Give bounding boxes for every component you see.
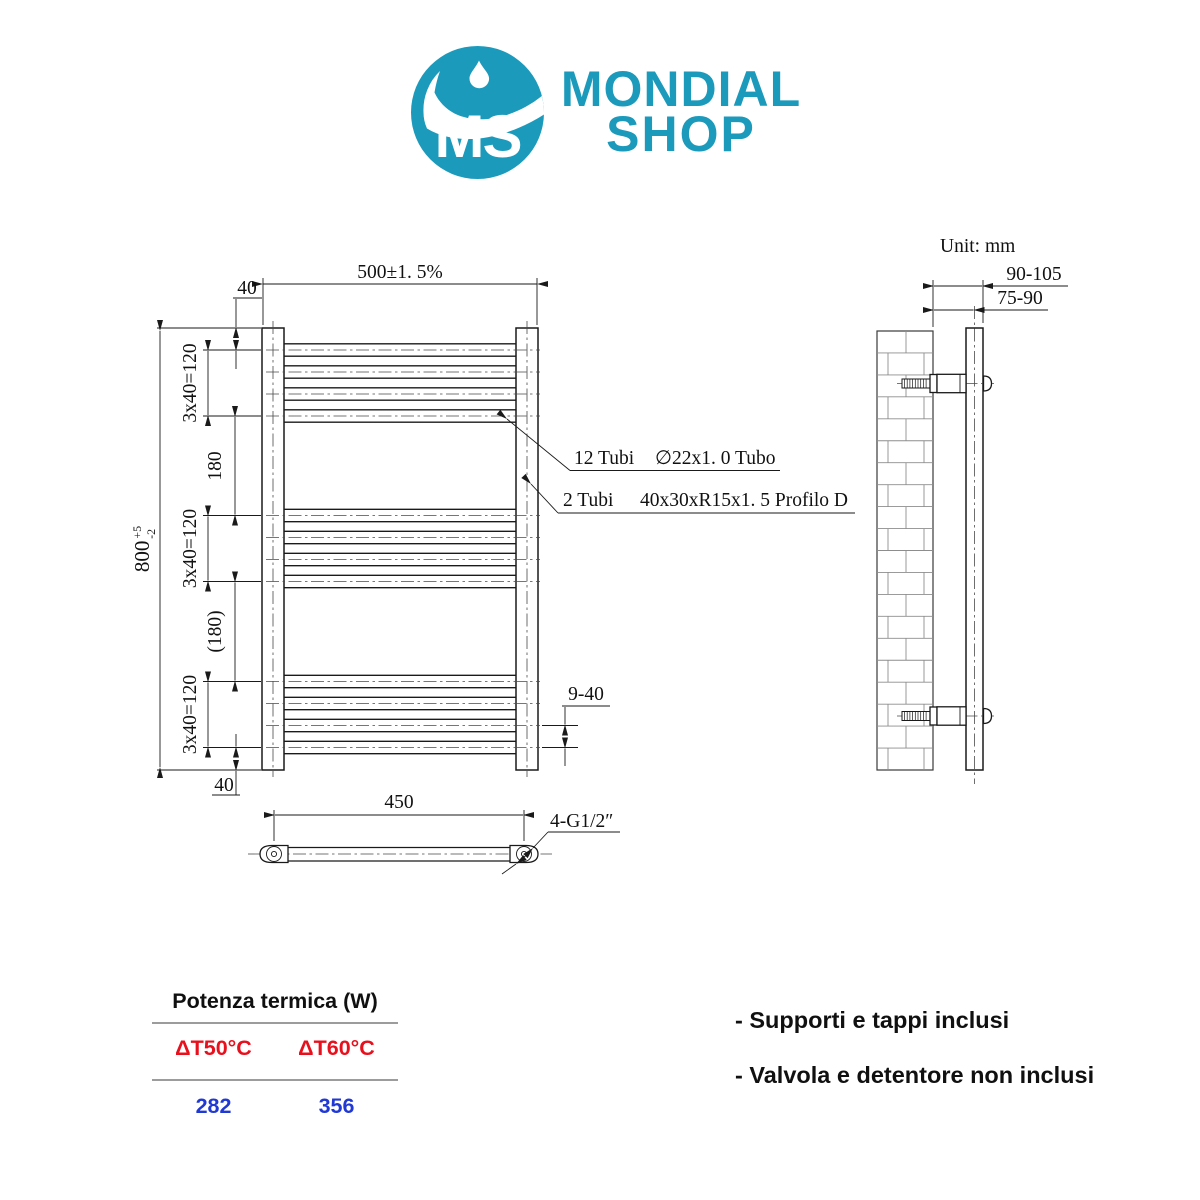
front-view-dimensions <box>130 262 855 796</box>
dim-group2-label: 3x40=120 <box>180 508 201 589</box>
note-included: - Supporti e tappi inclusi <box>735 1007 1010 1033</box>
leader-profile-count: 2 Tubi <box>563 490 614 511</box>
delta-t50-header: ΔT50°C <box>175 1036 252 1060</box>
right-end-cap <box>510 846 538 863</box>
front-view <box>262 321 540 777</box>
delta-t60-header: ΔT60°C <box>298 1036 375 1060</box>
dim-pitch-label: 9-40 <box>568 684 604 705</box>
dim-gap2-label: (180) <box>205 610 226 653</box>
thread-label: 4-G1/2″ <box>550 811 614 832</box>
table-title: Potenza termica (W) <box>172 989 378 1013</box>
delta-t50-value: 282 <box>195 1094 232 1118</box>
side-view <box>877 236 1068 784</box>
dim-group3-label: 3x40=120 <box>180 674 201 755</box>
dim-wall-outer-label: 90-105 <box>1006 264 1062 285</box>
thermal-power-table <box>152 988 398 1119</box>
horizontal-rungs <box>266 344 540 754</box>
leader-profile-spec: 40x30xR15x1. 5 Profilo D <box>640 490 849 511</box>
dim-width-label: 500±1. 5% <box>357 262 443 283</box>
leader-tubes-spec: ∅22x1. 0 Tubo <box>655 448 776 469</box>
brand-word-2: SHOP <box>606 106 756 162</box>
brick-pattern <box>877 331 933 770</box>
delta-t60-value: 356 <box>318 1094 355 1118</box>
dim-height-label: $800^{+5}-2$ <box>130 525 158 573</box>
table-value-row <box>152 1081 398 1119</box>
product-notes <box>735 1008 1094 1087</box>
left-end-cap <box>260 846 288 863</box>
dim-top-offset-label: 40 <box>237 278 257 299</box>
dim-wall-inner-label: 75-90 <box>997 288 1043 309</box>
dim-length-label: 450 <box>384 792 414 813</box>
logo-initials: MS <box>434 103 521 170</box>
brand-word-1: MONDIAL <box>560 61 802 117</box>
unit-label: Unit: mm <box>940 236 1016 257</box>
leader-tubes-count: 12 Tubi <box>574 448 635 469</box>
dim-bottom-offset-label: 40 <box>214 775 234 796</box>
bottom-view <box>248 792 620 874</box>
table-header-row <box>152 1024 398 1071</box>
note-not-included: - Valvola e detentore non inclusi <box>735 1062 1095 1088</box>
dim-group1-label: 3x40=120 <box>180 343 201 423</box>
dim-gap1-label: 180 <box>205 451 226 481</box>
